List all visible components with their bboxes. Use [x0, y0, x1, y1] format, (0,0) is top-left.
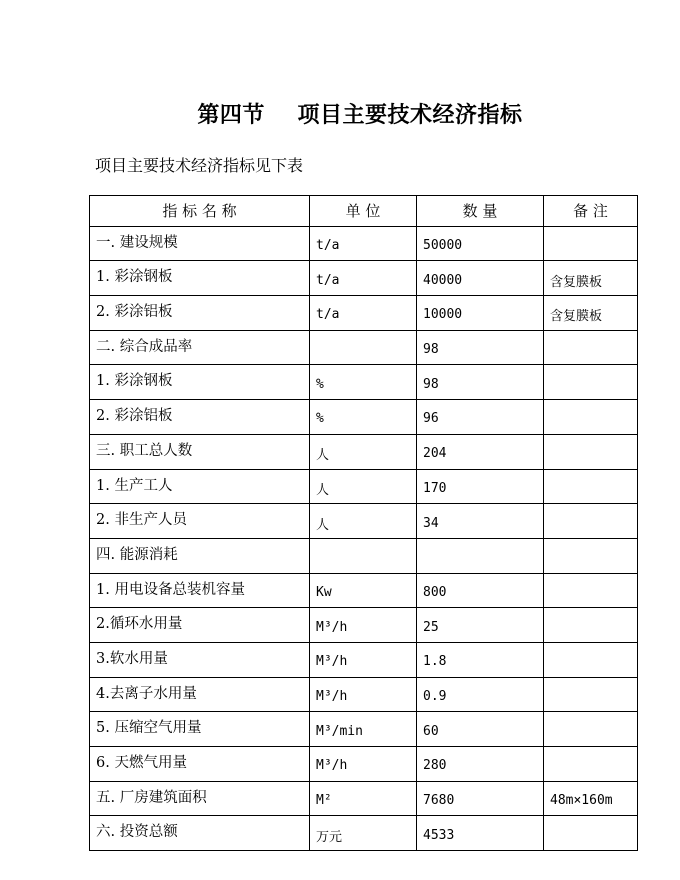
unit-cell: 万元	[310, 816, 417, 851]
table-row	[90, 226, 638, 261]
indicator-name-cell: 5. 压缩空气用量	[90, 712, 310, 747]
table-row	[90, 296, 638, 331]
remark-cell	[544, 747, 638, 782]
remark-cell	[544, 712, 638, 747]
quantity-cell: 60	[417, 712, 544, 747]
table-row	[90, 712, 638, 747]
quantity-cell: 170	[417, 469, 544, 504]
remark-cell	[544, 608, 638, 643]
indicator-table	[89, 195, 638, 851]
table-row	[90, 642, 638, 677]
unit-cell: t/a	[310, 296, 417, 331]
header-quantity: 数 量	[417, 196, 544, 227]
remark-cell	[544, 434, 638, 469]
quantity-cell: 0.9	[417, 677, 544, 712]
unit-cell: M³/h	[310, 677, 417, 712]
indicator-name-cell: 4.去离子水用量	[90, 677, 310, 712]
remark-cell: 含复膜板	[544, 296, 638, 331]
unit-cell: 人	[310, 504, 417, 539]
unit-cell: %	[310, 400, 417, 435]
indicator-name-cell: 五. 厂房建筑面积	[90, 781, 310, 816]
table-header-row	[90, 196, 638, 227]
unit-cell: %	[310, 365, 417, 400]
unit-cell: M³/h	[310, 642, 417, 677]
remark-cell	[544, 677, 638, 712]
quantity-cell: 1.8	[417, 642, 544, 677]
quantity-cell: 98	[417, 365, 544, 400]
table-row	[90, 573, 638, 608]
remark-cell: 48m×160m	[544, 781, 638, 816]
table-row	[90, 608, 638, 643]
quantity-cell: 34	[417, 504, 544, 539]
table-row	[90, 434, 638, 469]
unit-cell	[310, 330, 417, 365]
table-row	[90, 816, 638, 851]
indicator-name-cell: 2. 彩涂铝板	[90, 400, 310, 435]
unit-cell: Kw	[310, 573, 417, 608]
remark-cell	[544, 365, 638, 400]
unit-cell: 人	[310, 469, 417, 504]
quantity-cell: 10000	[417, 296, 544, 331]
indicator-name-cell: 三. 职工总人数	[90, 434, 310, 469]
table-row	[90, 469, 638, 504]
remark-cell	[544, 816, 638, 851]
header-indicator-name: 指 标 名 称	[90, 196, 310, 227]
table-row	[90, 261, 638, 296]
indicator-name-cell: 一. 建设规模	[90, 226, 310, 261]
remark-cell	[544, 538, 638, 573]
section-heading: 第四节 项目主要技术经济指标	[197, 102, 523, 128]
table-row	[90, 677, 638, 712]
quantity-cell: 50000	[417, 226, 544, 261]
indicator-name-cell: 二. 综合成品率	[90, 330, 310, 365]
intro-text: 项目主要技术经济指标见下表	[95, 156, 304, 175]
remark-cell: 含复膜板	[544, 261, 638, 296]
indicator-name-cell: 1. 用电设备总装机容量	[90, 573, 310, 608]
remark-cell	[544, 226, 638, 261]
table-row	[90, 330, 638, 365]
table-row	[90, 365, 638, 400]
indicator-name-cell: 1. 彩涂钢板	[90, 261, 310, 296]
quantity-cell: 7680	[417, 781, 544, 816]
quantity-cell: 800	[417, 573, 544, 608]
quantity-cell: 4533	[417, 816, 544, 851]
indicator-name-cell: 3.软水用量	[90, 642, 310, 677]
unit-cell: 人	[310, 434, 417, 469]
header-remark: 备 注	[544, 196, 638, 227]
table-row	[90, 504, 638, 539]
indicator-name-cell: 1. 生产工人	[90, 469, 310, 504]
unit-cell	[310, 538, 417, 573]
indicator-name-cell: 六. 投资总额	[90, 816, 310, 851]
indicator-name-cell: 2. 非生产人员	[90, 504, 310, 539]
unit-cell: t/a	[310, 226, 417, 261]
header-unit: 单 位	[310, 196, 417, 227]
indicator-name-cell: 6. 天燃气用量	[90, 747, 310, 782]
table-row	[90, 400, 638, 435]
unit-cell: M³/h	[310, 747, 417, 782]
quantity-cell: 96	[417, 400, 544, 435]
remark-cell	[544, 642, 638, 677]
unit-cell: t/a	[310, 261, 417, 296]
indicator-name-cell: 1. 彩涂钢板	[90, 365, 310, 400]
remark-cell	[544, 330, 638, 365]
remark-cell	[544, 400, 638, 435]
table-row	[90, 538, 638, 573]
remark-cell	[544, 469, 638, 504]
indicator-name-cell: 2.循环水用量	[90, 608, 310, 643]
remark-cell	[544, 504, 638, 539]
quantity-cell: 280	[417, 747, 544, 782]
quantity-cell: 204	[417, 434, 544, 469]
unit-cell: M³/min	[310, 712, 417, 747]
table-row	[90, 747, 638, 782]
indicator-name-cell: 2. 彩涂铝板	[90, 296, 310, 331]
indicator-name-cell: 四. 能源消耗	[90, 538, 310, 573]
table-row	[90, 781, 638, 816]
quantity-cell	[417, 538, 544, 573]
quantity-cell: 98	[417, 330, 544, 365]
unit-cell: M³/h	[310, 608, 417, 643]
quantity-cell: 40000	[417, 261, 544, 296]
unit-cell: M²	[310, 781, 417, 816]
quantity-cell: 25	[417, 608, 544, 643]
remark-cell	[544, 573, 638, 608]
